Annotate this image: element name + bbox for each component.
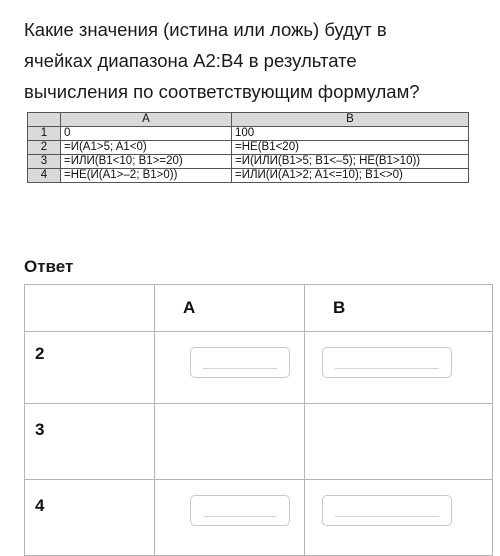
answer-input-a2[interactable]: [190, 347, 290, 378]
answer-table: [24, 284, 493, 556]
question-text: [24, 14, 484, 107]
row-number: 3: [28, 155, 61, 169]
answer-input-a4[interactable]: [190, 495, 290, 526]
answer-title: Ответ: [24, 257, 74, 276]
row-number: 4: [28, 169, 61, 183]
answer-header-row: [25, 285, 493, 332]
cell-a2: =И(A1>5; A1<0): [61, 141, 232, 155]
answer-row: [25, 332, 493, 404]
cell-b3: =И(ИЛИ(B1>5; B1<–5); НЕ(B1>10)): [232, 155, 469, 169]
column-header-b: B: [232, 113, 469, 127]
sheet-row: [28, 155, 469, 169]
corner-cell: [28, 113, 61, 127]
question-line-1: Какие значения (истина или ложь) будут в: [24, 19, 387, 40]
sheet-row: [28, 169, 469, 183]
answer-col-b-header: B: [305, 285, 493, 332]
cell-b2: =НЕ(B1<20): [232, 141, 469, 155]
answer-col-a-header: A: [155, 285, 305, 332]
answer-row-label: 4: [25, 480, 155, 556]
question-line-3: вычисления по соответствующим формулам?: [24, 81, 420, 102]
question-line-2: ячейках диапазона A2:B4 в результате: [24, 50, 357, 71]
cell-a4: =НЕ(И(A1>–2; B1>0)): [61, 169, 232, 183]
answer-row: [25, 404, 493, 480]
answer-input-b2[interactable]: [322, 347, 452, 378]
answer-corner-cell: [25, 285, 155, 332]
answer-input-b4[interactable]: [322, 495, 452, 526]
cell-a1: 0: [61, 127, 232, 141]
answer-row-label: 2: [25, 332, 155, 404]
row-number: 2: [28, 141, 61, 155]
sheet-header-row: [28, 113, 469, 127]
sheet-row: [28, 141, 469, 155]
column-header-a: A: [61, 113, 232, 127]
row-number: 1: [28, 127, 61, 141]
cell-b1: 100: [232, 127, 469, 141]
cell-b4: =ИЛИ(И(A1>2; A1<=10); B1<>0): [232, 169, 469, 183]
answer-row: [25, 480, 493, 556]
cell-a3: =ИЛИ(B1<10; B1>=20): [61, 155, 232, 169]
sheet-row: [28, 127, 469, 141]
answer-row-label: 3: [25, 404, 155, 480]
spreadsheet-table: [27, 112, 469, 183]
